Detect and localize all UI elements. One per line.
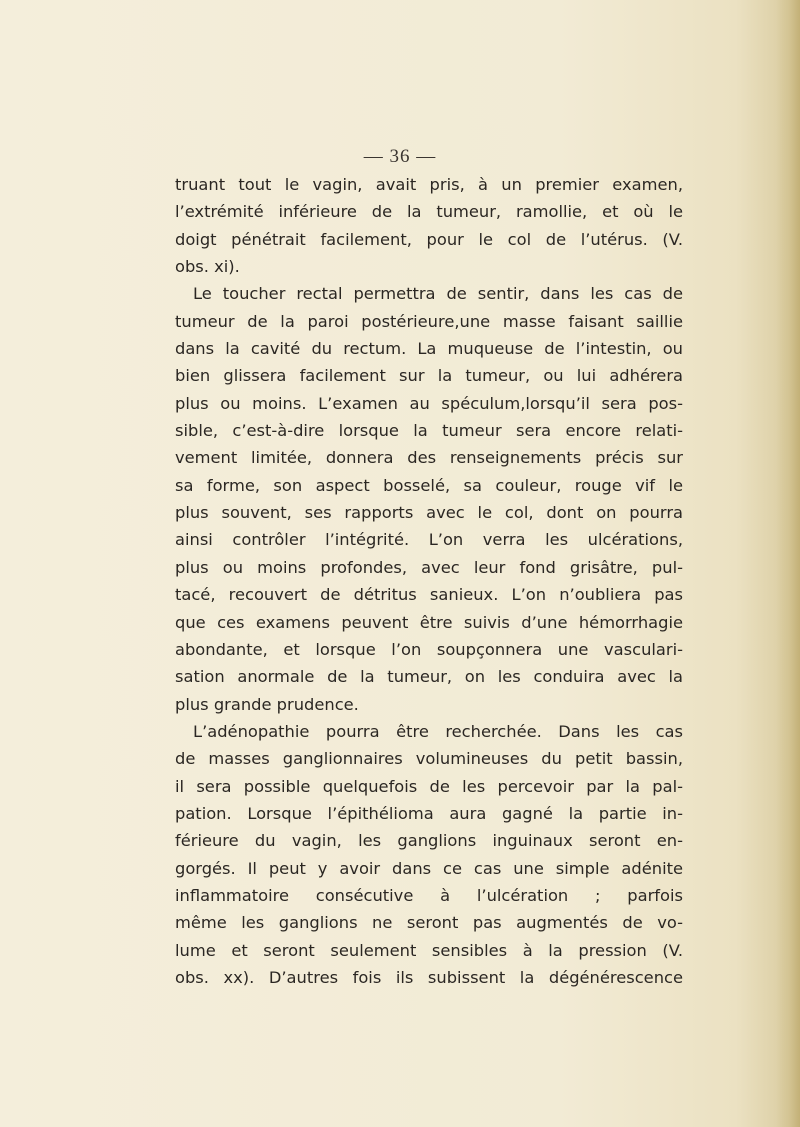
text-line: doigt pénétrait facilement, pour le col de l’utérus. (V. bbox=[175, 229, 683, 249]
text-line: sible, c’est-à-dire lorsque la tumeur sera encore relati- bbox=[175, 421, 683, 441]
text-line: bien glissera facilement sur la tumeur, ou lui adhérera bbox=[175, 366, 683, 386]
text-line: inflammatoire consécutive à l’ulcération ; parfois bbox=[175, 885, 683, 905]
text-line: que ces examens peuvent être suivis d’une hémorrhagie bbox=[175, 612, 683, 632]
text-line: sa forme, son aspect bosselé, sa couleur, rouge vif le bbox=[175, 475, 683, 495]
text-line: de masses ganglionnaires volumineuses du petit bassin, bbox=[175, 749, 683, 769]
page-edge-shadow bbox=[776, 0, 800, 1127]
text-line: sation anormale de la tumeur, on les conduira avec la bbox=[175, 667, 683, 687]
text-line: plus grande prudence. bbox=[175, 694, 359, 714]
text-line: pation. Lorsque l’épithélioma aura gagné la partie in- bbox=[175, 803, 683, 823]
text-line: plus ou moins. L’examen au spéculum,lorsqu’il sera pos- bbox=[175, 393, 683, 413]
text-line: ainsi contrôler l’intégrité. L’on verra les ulcérations, bbox=[175, 530, 683, 550]
text-line: gorgés. Il peut y avoir dans ce cas une simple adénite bbox=[175, 858, 683, 878]
text-line: plus ou moins profondes, avec leur fond grisâtre, pul- bbox=[175, 557, 683, 577]
text-line: même les ganglions ne seront pas augmentés de vo- bbox=[175, 913, 683, 933]
text-line: il sera possible quelquefois de les percevoir par la pal- bbox=[175, 776, 683, 796]
text-line: lume et seront seulement sensibles à la pression (V. bbox=[175, 940, 683, 960]
text-line: tumeur de la paroi postérieure,une masse faisant saillie bbox=[175, 311, 683, 331]
text-line: férieure du vagin, les ganglions inguinaux seront en- bbox=[175, 831, 683, 851]
body-text bbox=[175, 171, 683, 991]
text-line: l’extrémité inférieure de la tumeur, ramollie, et où le bbox=[175, 202, 683, 222]
text-line: Le toucher rectal permettra de sentir, dans les cas de bbox=[193, 284, 683, 304]
text-line: obs. xi). bbox=[175, 257, 240, 277]
text-line: truant tout le vagin, avait pris, à un premier examen, bbox=[175, 175, 683, 194]
text-line: vement limitée, donnera des renseignements précis sur bbox=[175, 448, 683, 468]
text-line: L’adénopathie pourra être recherchée. Dans les cas bbox=[193, 721, 683, 741]
text-line: abondante, et lorsque l’on soupçonnera une vasculari- bbox=[175, 639, 683, 659]
text-line: dans la cavité du rectum. La muqueuse de l’intestin, ou bbox=[175, 339, 683, 359]
text-line: plus souvent, ses rapports avec le col, dont on pourra bbox=[175, 503, 683, 523]
page-number: — 36 — bbox=[363, 146, 437, 167]
text-line: obs. xx). D’autres fois ils subissent la dégénérescence bbox=[175, 967, 683, 987]
text-line: tacé, recouvert de détritus sanieux. L’on n’oubliera pas bbox=[175, 585, 683, 605]
